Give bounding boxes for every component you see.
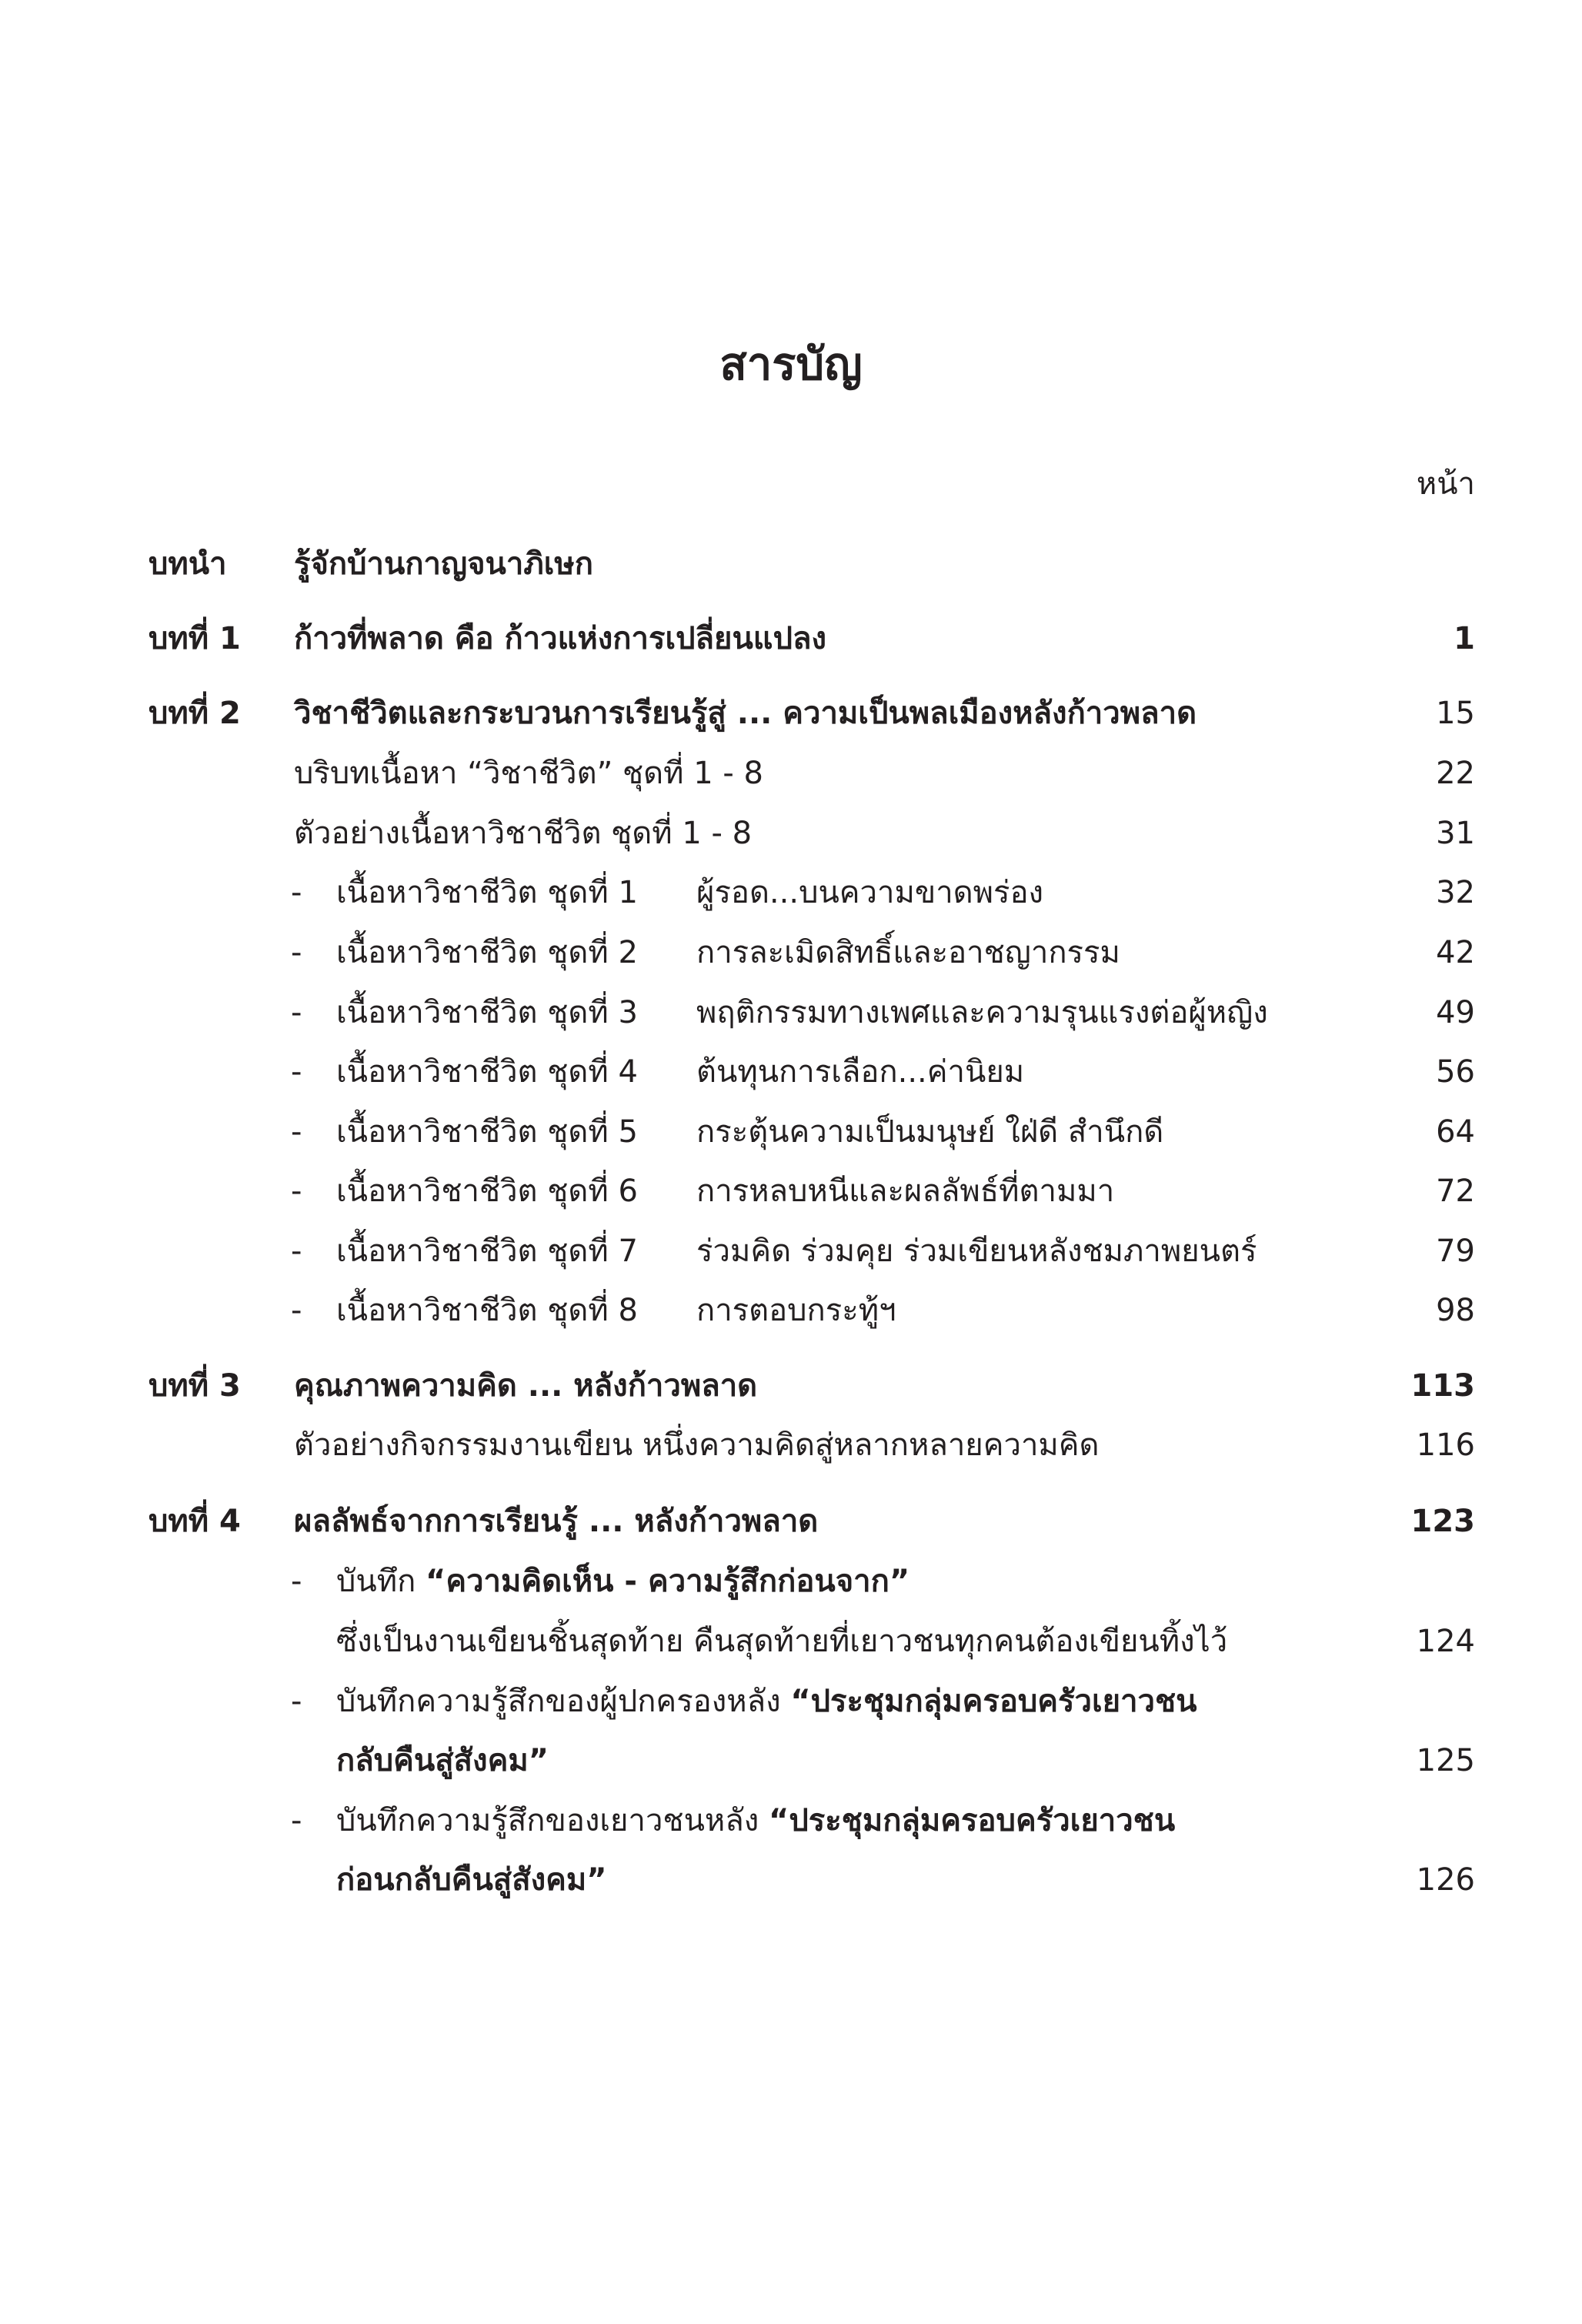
page-number: 1 [1454,621,1475,656]
item-label: เนื้อหาวิชาชีวิต ชุดที่ 4 [336,1054,638,1090]
item-label: เนื้อหาวิชาชีวิต ชุดที่ 5 [336,1114,638,1150]
page-number: 49 [1436,995,1475,1030]
chapter-title: คุณภาพความคิด ... หลังก้าวพลาด [294,1368,758,1404]
item-title: พฤติกรรมทางเพศและความรุนแรงต่อผู้หญิง [696,995,1268,1030]
note-bold-text: “ความคิดเห็น - ความรู้สึกก่อนจาก” [426,1564,910,1599]
note-bold-text: ก่อนกลับคืนสู่สังคม” [336,1862,607,1898]
list-bullet: - [291,1174,302,1209]
page-number: 116 [1416,1427,1475,1463]
list-bullet: - [291,1803,302,1838]
note-plain-text: บันทึก [336,1564,426,1599]
page-number: 22 [1436,756,1475,791]
page-number: 124 [1416,1624,1475,1659]
page-number: 31 [1436,816,1475,851]
list-bullet: - [291,1114,302,1150]
toc-section[interactable] [0,743,1582,804]
chapter-label: บทที่ 4 [149,1504,241,1539]
chapter-title: วิชาชีวิตและกระบวนการเรียนรู้สู่ ... ความเป็นพลเมืองหลังก้าวพลาด [294,696,1197,731]
page-title: สารบัญ [719,338,863,390]
note-text [336,1790,1175,1852]
toc-chapter-intro[interactable] [0,533,1582,595]
toc-section[interactable] [0,1414,1582,1476]
item-title: การตอบกระทู้ฯ [696,1293,896,1328]
toc-item[interactable] [0,922,1582,983]
list-bullet: - [291,875,302,910]
chapter-label: บทนำ [149,546,227,582]
note-plain-text: ซึ่งเป็นงานเขียนชิ้นสุดท้าย คืนสุดท้ายที่เยาวชนทุกคนต้องเขียนทิ้งไว้ [336,1624,1228,1659]
item-label: เนื้อหาวิชาชีวิต ชุดที่ 2 [336,935,638,970]
page-number: 32 [1436,875,1475,910]
list-bullet: - [291,1054,302,1090]
item-title: การหลบหนีและผลลัพธ์ที่ตามมา [696,1174,1115,1209]
chapter-title: ผลลัพธ์จากการเรียนรู้ ... หลังก้าวพลาด [294,1504,819,1539]
page-number: 98 [1436,1293,1475,1328]
page-number: 42 [1436,935,1475,970]
item-title: กระตุ้นความเป็นมนุษย์ ใฝ่ดี สำนึกดี [696,1114,1164,1150]
chapter-label: บทที่ 1 [149,621,241,656]
chapter-label: บทที่ 2 [149,696,241,731]
list-bullet: - [291,1564,302,1599]
page-number: 113 [1410,1368,1475,1404]
page-number: 72 [1436,1174,1475,1209]
note-bold-text: กลับคืนสู่สังคม” [336,1743,549,1778]
toc-note-item[interactable] [0,1849,1582,1911]
list-bullet: - [291,1684,302,1719]
note-bold-text: “ประชุมกลุ่มครอบครัวเยาวชน [790,1684,1197,1719]
item-title: ผู้รอด...บนความขาดพร่อง [696,875,1044,910]
page-number: 125 [1416,1743,1475,1778]
toc-chapter-2[interactable] [0,683,1582,744]
toc-item[interactable] [0,1220,1582,1282]
toc-note-item[interactable] [0,1551,1582,1612]
page-column-label: หน้า [1416,466,1475,502]
item-label: เนื้อหาวิชาชีวิต ชุดที่ 3 [336,995,638,1030]
toc-note-item[interactable] [0,1730,1582,1791]
note-plain-text: บันทึกความรู้สึกของเยาวชนหลัง [336,1803,769,1838]
list-bullet: - [291,1234,302,1269]
toc-note-item[interactable] [0,1611,1582,1672]
page-number: 79 [1436,1234,1475,1269]
chapter-title: รู้จักบ้านกาญจนาภิเษก [294,546,593,582]
item-label: เนื้อหาวิชาชีวิต ชุดที่ 1 [336,875,638,910]
page-number: 56 [1436,1054,1475,1090]
section-title: บริบทเนื้อหา “วิชาชีวิต” ชุดที่ 1 - 8 [294,756,763,791]
item-label: เนื้อหาวิชาชีวิต ชุดที่ 8 [336,1293,638,1328]
page-number: 64 [1436,1114,1475,1150]
toc-section[interactable] [0,803,1582,864]
toc-chapter-3[interactable] [0,1355,1582,1417]
list-bullet: - [291,995,302,1030]
page-number: 126 [1416,1862,1475,1898]
toc-note-item[interactable] [0,1790,1582,1852]
toc-item[interactable] [0,1280,1582,1341]
toc-item[interactable] [0,862,1582,923]
toc-item[interactable] [0,1101,1582,1163]
note-text [336,1671,1197,1732]
list-bullet: - [291,1293,302,1328]
page-number: 123 [1410,1504,1475,1539]
note-bold-text: “ประชุมกลุ่มครอบครัวเยาวชน [769,1803,1176,1838]
chapter-label: บทที่ 3 [149,1368,241,1404]
item-label: เนื้อหาวิชาชีวิต ชุดที่ 6 [336,1174,638,1209]
toc-chapter-4[interactable] [0,1491,1582,1552]
toc-item[interactable] [0,1160,1582,1222]
toc-item[interactable] [0,982,1582,1043]
page-number: 15 [1436,696,1475,731]
toc-item[interactable] [0,1041,1582,1103]
item-label: เนื้อหาวิชาชีวิต ชุดที่ 7 [336,1234,638,1269]
note-text [336,1551,909,1612]
section-title: ตัวอย่างกิจกรรมงานเขียน หนึ่งความคิดสู่หลากหลายความคิด [294,1427,1100,1463]
toc-chapter-1[interactable] [0,608,1582,669]
section-title: ตัวอย่างเนื้อหาวิชาชีวิต ชุดที่ 1 - 8 [294,816,753,851]
chapter-title: ก้าวที่พลาด คือ ก้าวแห่งการเปลี่ยนแปลง [294,621,827,656]
list-bullet: - [291,935,302,970]
toc-note-item[interactable] [0,1671,1582,1732]
item-title: ต้นทุนการเลือก...ค่านิยม [696,1054,1025,1090]
item-title: ร่วมคิด ร่วมคุย ร่วมเขียนหลังชมภาพยนตร์ [696,1234,1257,1269]
note-plain-text: บันทึกความรู้สึกของผู้ปกครองหลัง [336,1684,791,1719]
item-title: การละเมิดสิทธิ์และอาชญากรรม [696,935,1120,970]
